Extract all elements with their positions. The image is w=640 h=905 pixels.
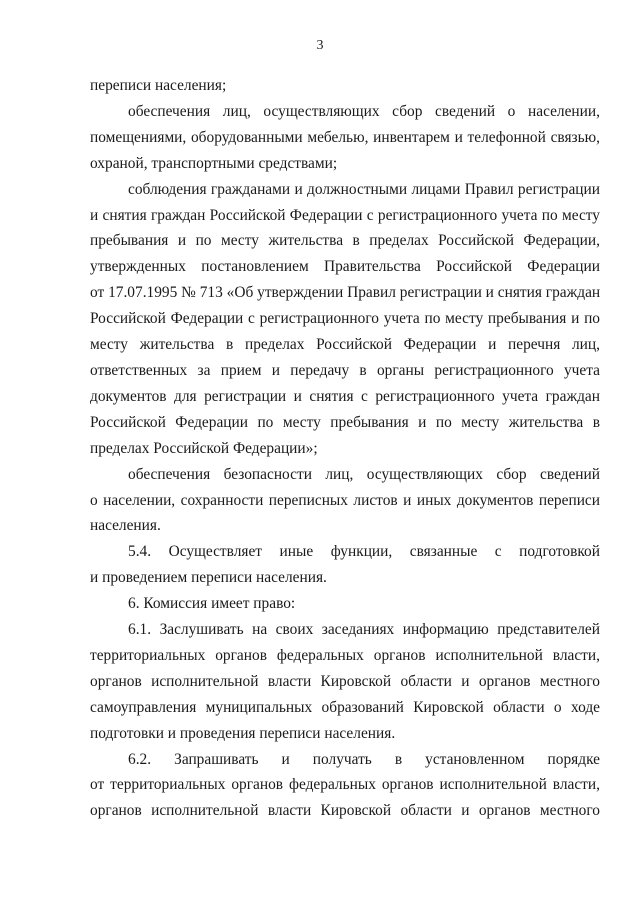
text-line: 6.1. Заслушивать на своих заседаниях информацию представителей — [128, 621, 600, 639]
text-line: населения. — [90, 517, 161, 535]
text-line: Российской Федерации по месту пребывания и по месту жительства в — [90, 413, 600, 431]
document-body — [90, 73, 600, 824]
text-line: документов для регистрации и снятия с регистрационного учета граждан — [90, 387, 600, 405]
text-line: ответственных за прием и передачу в органы регистрационного учета — [90, 361, 600, 379]
text-line: территориальных органов федеральных органов исполнительной власти, — [90, 646, 600, 664]
text-line: утвержденных постановлением Правительства Российской Федерации — [90, 258, 600, 276]
text-line: 5.4. Осуществляет иные функции, связанные с подготовкой — [128, 543, 600, 561]
text-line: помещениями, оборудованными мебелью, инвентарем и телефонной связью, — [90, 128, 600, 146]
text-line: 6. Комиссия имеет право: — [128, 595, 296, 613]
text-line: органов исполнительной власти Кировской области и органов местного — [90, 672, 600, 690]
text-line: обеспечения безопасности лиц, осуществляющих сбор сведений — [128, 465, 600, 483]
text-line: органов исполнительной власти Кировской области и органов местного — [90, 802, 600, 820]
text-line: 6.2. Запрашивать и получать в установленном порядке — [128, 750, 600, 768]
text-line: соблюдения гражданами и должностными лицами Правил регистрации — [128, 180, 600, 198]
page-number: 3 — [316, 38, 324, 53]
text-line: от территориальных органов федеральных органов исполнительной власти, — [90, 776, 600, 794]
text-line: о населении, сохранности переписных листов и иных документов переписи — [90, 491, 600, 509]
text-line: и снятия граждан Российской Федерации с регистрационного учета по месту — [90, 206, 600, 224]
text-line: месту жительства в пределах Российской Федерации и перечня лиц, — [90, 336, 600, 354]
text-line: обеспечения лиц, осуществляющих сбор сведений о населении, — [128, 102, 600, 120]
text-line: охраной, транспортными средствами; — [90, 154, 338, 172]
text-line: подготовки и проведения переписи населения. — [90, 724, 396, 742]
text-line: и проведением переписи населения. — [90, 569, 327, 587]
text-line: от 17.07.1995 № 713 «Об утверждении Правил регистрации и снятия граждан — [90, 284, 601, 302]
text-line: пределах Российской Федерации»; — [90, 439, 318, 457]
text-line: Российской Федерации с регистрационного учета по месту пребывания и по — [90, 310, 600, 328]
text-line: самоуправления муниципальных образований Кировской области о ходе — [90, 698, 600, 716]
text-line: переписи населения; — [90, 77, 227, 94]
text-line: пребывания и по месту жительства в пределах Российской Федерации, — [90, 232, 600, 250]
